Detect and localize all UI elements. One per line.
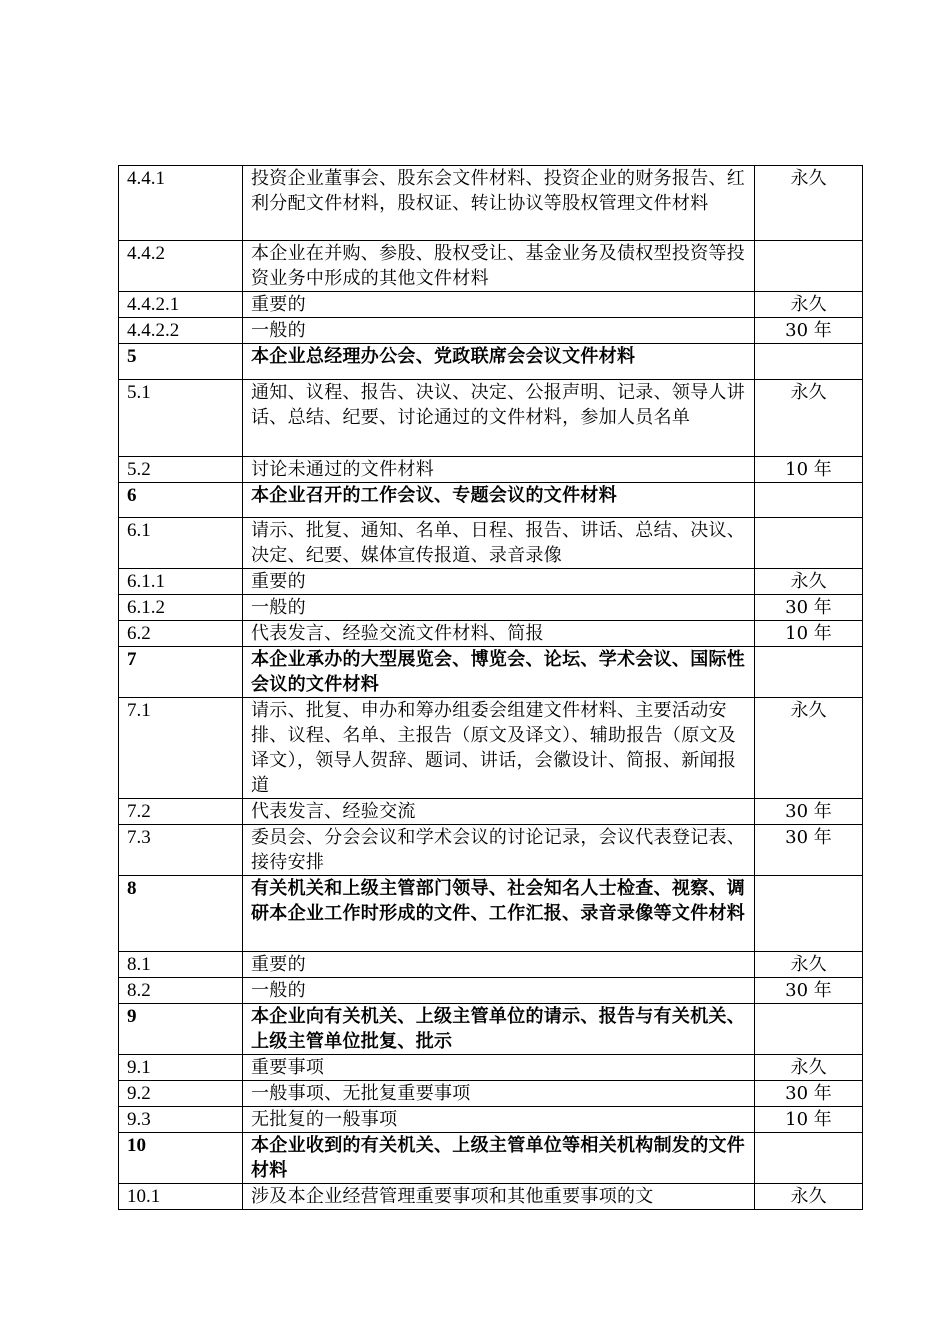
row-period: 永久 <box>755 380 863 457</box>
row-period: 30 年 <box>755 978 863 1004</box>
row-content <box>243 1184 755 1210</box>
row-period <box>755 1133 863 1184</box>
section-code: 8 <box>119 876 243 952</box>
row-content-text: 本企业在并购、参股、股权受让、基金业务及债权型投资等投资业务中形成的其他文件材料 <box>251 243 746 289</box>
section-code: 5 <box>119 344 243 380</box>
row-content-text: 通知、议程、报告、决议、决定、公报声明、记录、领导人讲话、总结、纪要、讨论通过的文件材料，参加人员名单 <box>251 382 746 428</box>
section-title-text: 有关机关和上级主管部门领导、社会知名人士检查、视察、调研本企业工作时形成的文件、工作汇报、录音录像等文件材料 <box>251 878 746 924</box>
row-content-text: 请示、批复、申办和筹办组委会组建文件材料、主要活动安排、议程、名单、主报告（原文及译文）、辅助报告（原文及译文），领导人贺辞、题词、讲话，会徽设计、简报、新闻报道 <box>251 700 737 796</box>
section-title <box>243 344 755 380</box>
row-code: 7.3 <box>119 825 243 876</box>
row-content <box>243 1055 755 1081</box>
row-code: 6.2 <box>119 621 243 647</box>
row-code: 6.1 <box>119 518 243 569</box>
table-row <box>119 166 863 241</box>
row-content <box>243 166 755 241</box>
table-row <box>119 978 863 1004</box>
row-content-text: 代表发言、经验交流文件材料、简报 <box>251 623 544 644</box>
row-content-text: 讨论未通过的文件材料 <box>251 459 434 480</box>
row-content <box>243 1081 755 1107</box>
row-content <box>243 457 755 483</box>
row-period: 永久 <box>755 292 863 318</box>
table-row <box>119 952 863 978</box>
row-code: 9.1 <box>119 1055 243 1081</box>
row-content <box>243 292 755 318</box>
retention-schedule-table <box>118 165 863 1210</box>
section-code: 10 <box>119 1133 243 1184</box>
section-title <box>243 647 755 698</box>
section-code: 9 <box>119 1004 243 1055</box>
table-row <box>119 595 863 621</box>
table-row <box>119 380 863 457</box>
row-content <box>243 1107 755 1133</box>
section-title-text: 本企业向有关机关、上级主管单位的请示、报告与有关机关、上级主管单位批复、批示 <box>251 1006 746 1052</box>
row-period: 30 年 <box>755 799 863 825</box>
row-content <box>243 380 755 457</box>
row-code: 7.1 <box>119 698 243 799</box>
table-row <box>119 1107 863 1133</box>
table-row <box>119 1184 863 1210</box>
section-heading-row <box>119 344 863 380</box>
row-content-text: 重要的 <box>251 294 306 315</box>
row-content-text: 重要的 <box>251 571 306 592</box>
section-title-text: 本企业召开的工作会议、专题会议的文件材料 <box>251 485 617 506</box>
table-row <box>119 292 863 318</box>
row-code: 5.2 <box>119 457 243 483</box>
table-row <box>119 825 863 876</box>
row-period <box>755 344 863 380</box>
section-title-text: 本企业收到的有关机关、上级主管单位等相关机构制发的文件材料 <box>251 1135 746 1181</box>
row-period: 永久 <box>755 166 863 241</box>
row-code: 5.1 <box>119 380 243 457</box>
table-row <box>119 799 863 825</box>
row-code: 4.4.2 <box>119 241 243 292</box>
table-row <box>119 457 863 483</box>
section-code: 6 <box>119 483 243 518</box>
row-code: 4.4.2.2 <box>119 318 243 344</box>
section-title <box>243 1004 755 1055</box>
row-period: 永久 <box>755 952 863 978</box>
row-period: 10 年 <box>755 457 863 483</box>
row-period <box>755 876 863 952</box>
row-period: 30 年 <box>755 595 863 621</box>
row-code: 4.4.2.1 <box>119 292 243 318</box>
row-content <box>243 569 755 595</box>
row-content <box>243 621 755 647</box>
row-content-text: 请示、批复、通知、名单、日程、报告、讲话、总结、决议、决定、纪要、媒体宣传报道、录音录像 <box>251 520 746 566</box>
row-content-text: 一般的 <box>251 320 306 341</box>
row-content <box>243 698 755 799</box>
row-content <box>243 799 755 825</box>
row-period: 30 年 <box>755 1081 863 1107</box>
row-code: 7.2 <box>119 799 243 825</box>
section-title-text: 本企业总经理办公会、党政联席会会议文件材料 <box>251 346 636 367</box>
table-row <box>119 698 863 799</box>
row-period: 永久 <box>755 1184 863 1210</box>
table-row <box>119 621 863 647</box>
row-content <box>243 595 755 621</box>
row-period: 永久 <box>755 1055 863 1081</box>
section-heading-row <box>119 1004 863 1055</box>
row-content <box>243 952 755 978</box>
row-content-text: 一般的 <box>251 597 306 618</box>
table-row <box>119 241 863 292</box>
row-content-text: 代表发言、经验交流 <box>251 801 416 822</box>
section-title-text: 本企业承办的大型展览会、博览会、论坛、学术会议、国际性会议的文件材料 <box>251 649 746 695</box>
section-heading-row <box>119 876 863 952</box>
table-row <box>119 318 863 344</box>
row-content <box>243 978 755 1004</box>
table-row <box>119 569 863 595</box>
row-content-text: 重要的 <box>251 954 306 975</box>
row-period: 永久 <box>755 569 863 595</box>
row-content-text: 重要事项 <box>251 1057 325 1078</box>
row-period: 10 年 <box>755 1107 863 1133</box>
section-heading-row <box>119 483 863 518</box>
row-content-text: 一般事项、无批复重要事项 <box>251 1083 471 1104</box>
row-code: 6.1.2 <box>119 595 243 621</box>
row-code: 4.4.1 <box>119 166 243 241</box>
table-row <box>119 1081 863 1107</box>
table-row <box>119 518 863 569</box>
row-content <box>243 825 755 876</box>
row-code: 9.3 <box>119 1107 243 1133</box>
table-row <box>119 1055 863 1081</box>
row-period: 永久 <box>755 698 863 799</box>
section-heading-row <box>119 647 863 698</box>
row-content-text: 委员会、分会会议和学术会议的讨论记录，会议代表登记表、接待安排 <box>251 827 746 873</box>
section-title <box>243 1133 755 1184</box>
section-code: 7 <box>119 647 243 698</box>
row-period <box>755 241 863 292</box>
row-period <box>755 518 863 569</box>
row-content-text: 无批复的一般事项 <box>251 1109 398 1130</box>
row-period <box>755 483 863 518</box>
row-content-text: 涉及本企业经营管理重要事项和其他重要事项的文 <box>251 1186 654 1207</box>
row-code: 10.1 <box>119 1184 243 1210</box>
section-title <box>243 876 755 952</box>
row-period: 10 年 <box>755 621 863 647</box>
row-period <box>755 647 863 698</box>
row-period: 30 年 <box>755 318 863 344</box>
row-period: 30 年 <box>755 825 863 876</box>
section-title <box>243 483 755 518</box>
row-content-text: 一般的 <box>251 980 306 1001</box>
row-code: 9.2 <box>119 1081 243 1107</box>
row-content <box>243 318 755 344</box>
row-content <box>243 241 755 292</box>
row-content-text: 投资企业董事会、股东会文件材料、投资企业的财务报告、红利分配文件材料，股权证、转让协议等股权管理文件材料 <box>251 168 746 214</box>
section-heading-row <box>119 1133 863 1184</box>
row-content <box>243 518 755 569</box>
row-code: 6.1.1 <box>119 569 243 595</box>
row-code: 8.1 <box>119 952 243 978</box>
row-period <box>755 1004 863 1055</box>
row-code: 8.2 <box>119 978 243 1004</box>
